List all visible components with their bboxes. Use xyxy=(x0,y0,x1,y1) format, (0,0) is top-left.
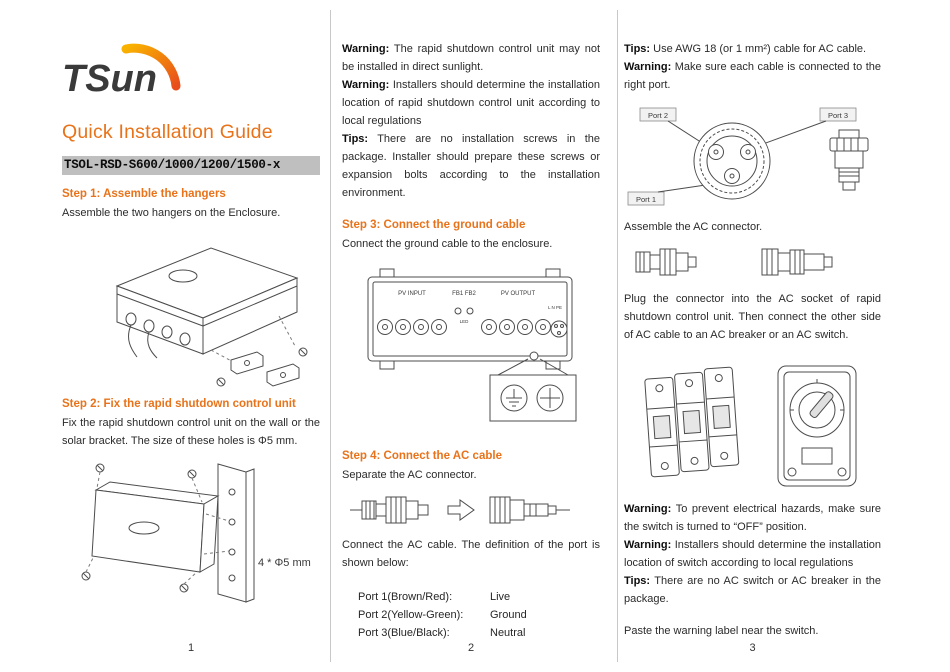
rotary-switch xyxy=(778,366,856,486)
port-3-tag: Port 3 xyxy=(827,111,849,120)
led-label: LED xyxy=(459,319,469,324)
port-3-value: Neutral xyxy=(490,627,526,639)
step1-heading: Step 1: Assemble the hangers xyxy=(62,188,226,200)
assemble-body: Assemble the AC connector. xyxy=(624,221,763,233)
warning-paragraph xyxy=(624,500,881,536)
port-1-value: Live xyxy=(490,591,511,603)
step2-heading: Step 2: Fix the rapid shutdown control unit xyxy=(62,398,296,410)
enclosure-outline xyxy=(117,248,297,354)
tips-text: There are no installation screws in the package. Installer should prepare these screws or expansion bolts according to the installation environment. xyxy=(342,133,601,199)
warning-label: Warning: xyxy=(624,61,672,73)
tips-paragraph xyxy=(624,572,881,608)
warning-paragraph xyxy=(624,536,881,572)
page-number-3: 3 xyxy=(749,642,756,654)
connector-plug-half xyxy=(350,497,428,523)
paste-label-body: Paste the warning label near the switch. xyxy=(624,625,819,637)
page-number-2: 2 xyxy=(467,642,475,654)
tips-paragraph xyxy=(624,40,881,58)
column-2 xyxy=(342,0,600,672)
step2-body: Fix the rapid shutdown control unit on the wall or the solar bracket. The size of these holes is Φ5 mm. xyxy=(62,417,320,447)
tips-text: Use AWG 18 (or 1 mm²) cable for AC cable. xyxy=(653,43,867,55)
port-row xyxy=(358,624,600,642)
column-1 xyxy=(62,0,320,672)
step4-body: Separate the AC connector. xyxy=(342,469,477,481)
unit-front-panel xyxy=(368,269,572,369)
column-divider xyxy=(330,10,331,662)
pv-input-label: PV INPUT xyxy=(398,291,426,297)
warning-text: Installers should determine the installation location of rapid shutdown control unit according to local regulations xyxy=(342,79,600,127)
tips-label: Tips: xyxy=(342,133,369,145)
connector-parts-right xyxy=(762,249,832,275)
model-number: TSOL-RSD-S600/1000/1200/1500-x xyxy=(62,156,320,175)
assemble-connector-drawing xyxy=(630,240,866,286)
hanger-brackets xyxy=(217,348,307,386)
breaker-switch-drawing xyxy=(632,360,868,492)
ground-screw-callout xyxy=(490,352,576,421)
enclosure-hangers-drawing xyxy=(71,224,311,390)
separate-connector-drawing xyxy=(348,486,584,534)
port-row xyxy=(358,588,600,606)
connect-ac-body: Connect the AC cable. The definition of the port is shown below: xyxy=(342,539,600,569)
step3-heading: Step 3: Connect the ground cable xyxy=(342,219,526,231)
arrow-icon xyxy=(448,500,474,520)
ac-connector-ports-drawing xyxy=(624,106,874,210)
port-definition-list xyxy=(358,588,600,642)
port-3-label: Port 3(Blue/Black): xyxy=(358,627,450,639)
fb-label: FB1 FB2 xyxy=(452,291,476,297)
step4-heading: Step 4: Connect the AC cable xyxy=(342,450,502,462)
warning-paragraph xyxy=(342,76,600,130)
warning-paragraph xyxy=(342,40,600,76)
step1-body: Assemble the two hangers on the Enclosure. xyxy=(62,207,281,219)
pv-output-label: PV OUTPUT xyxy=(500,291,536,297)
hole-size-label: 4 * Φ5 mm xyxy=(258,557,311,569)
warning-text: Installers should determine the installation location of switch according to local regulations xyxy=(624,539,881,569)
step3-body: Connect the ground cable to the enclosure. xyxy=(342,238,553,250)
connector-front-view xyxy=(694,123,770,199)
wall-mount-drawing xyxy=(66,454,316,612)
port-1-tag: Port 1 xyxy=(635,195,657,204)
ground-cable-drawing xyxy=(352,257,588,425)
warning-label: Warning: xyxy=(624,503,672,515)
tsun-logo xyxy=(62,42,190,104)
tips-label: Tips: xyxy=(624,43,651,55)
port-1-label: Port 1(Brown/Red): xyxy=(358,591,453,603)
connector-side-view xyxy=(830,130,868,190)
logo-text: TSun xyxy=(62,58,157,100)
tips-text: There are no AC switch or AC breaker in the package. xyxy=(624,575,882,605)
ac-port-label: L N PE xyxy=(547,305,563,310)
page-number-1: 1 xyxy=(187,642,195,654)
tips-label: Tips: xyxy=(624,575,651,587)
tips-paragraph xyxy=(342,130,600,202)
port-2-label: Port 2(Yellow-Green): xyxy=(358,609,464,621)
warning-label: Warning: xyxy=(342,79,390,91)
column-3 xyxy=(624,0,881,672)
column-divider xyxy=(617,10,618,662)
connector-socket-half xyxy=(490,497,570,523)
page-title: Quick Installation Guide xyxy=(62,121,273,143)
port-row xyxy=(358,606,600,624)
ac-breaker xyxy=(644,367,739,477)
port-2-value: Ground xyxy=(490,609,527,621)
plug-connector-body: Plug the connector into the AC socket of rapid shutdown control unit. Then connect the other side of AC cable to an AC breaker or an AC switch. xyxy=(624,293,881,341)
warning-paragraph xyxy=(624,58,881,94)
warning-label: Warning: xyxy=(342,43,390,55)
connector-parts-left xyxy=(636,249,696,275)
warning-text: Make sure each cable is connected to the right port. xyxy=(624,61,881,91)
warning-label: Warning: xyxy=(624,539,672,551)
port-2-tag: Port 2 xyxy=(647,111,669,120)
wall-bracket xyxy=(218,464,254,602)
warning-text: To prevent electrical hazards, make sure the switch is turned to “OFF” position. xyxy=(624,503,882,533)
warning-text: The rapid shutdown control unit may not be installed in direct sunlight. xyxy=(342,43,600,73)
